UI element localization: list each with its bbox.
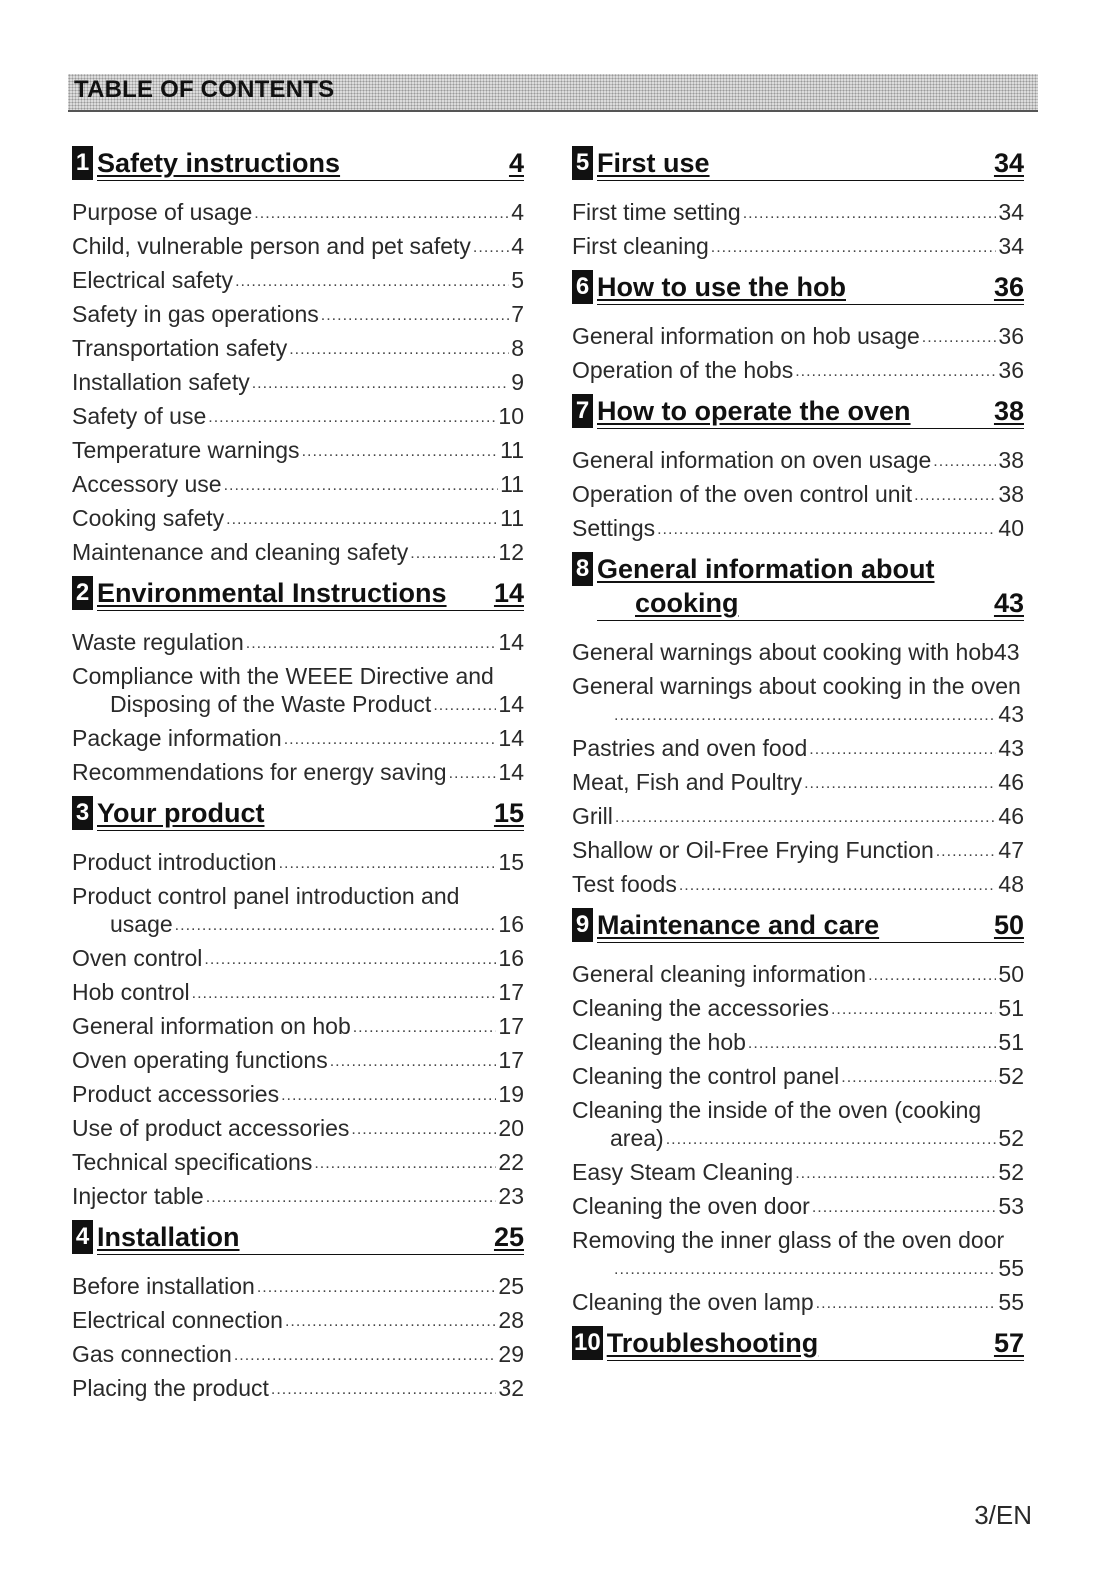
toc-entry-page: 11 <box>500 505 524 531</box>
toc-entry[interactable] <box>572 440 1024 474</box>
toc-entry-text: Cleaning the control panel <box>572 1063 840 1089</box>
toc-entry[interactable] <box>72 260 524 294</box>
toc-entry-page: 12 <box>498 539 524 565</box>
leader-dots <box>284 728 497 752</box>
toc-entry[interactable] <box>572 474 1024 508</box>
toc-entry-page: 36 <box>998 357 1024 383</box>
leader-dots <box>804 772 996 796</box>
section-page-number: 50 <box>993 910 1024 940</box>
section-heading[interactable] <box>572 142 1024 181</box>
leader-dots <box>234 1344 497 1368</box>
leader-dots <box>330 1050 497 1074</box>
section-number-badge: 5 <box>572 146 593 180</box>
section-heading-line <box>597 270 1024 305</box>
section-title: Troubleshooting <box>606 1328 819 1358</box>
leader-dots <box>257 1276 497 1300</box>
toc-entry[interactable] <box>72 430 524 464</box>
toc-entry[interactable] <box>72 876 524 938</box>
leader-dots <box>289 338 509 362</box>
toc-entry-text: Meat, Fish and Poultry <box>572 769 803 795</box>
toc-entry-text: Gas connection <box>72 1341 232 1367</box>
toc-entry-continuation <box>72 910 524 938</box>
toc-entry-text: Operation of the oven control unit <box>572 481 913 507</box>
toc-entry[interactable] <box>72 938 524 972</box>
toc-entry-page: 17 <box>498 1047 524 1073</box>
leader-dots <box>795 360 996 384</box>
toc-entry[interactable] <box>72 752 524 786</box>
toc-header-bar <box>68 74 1038 112</box>
toc-entry-page: 7 <box>511 301 524 327</box>
toc-entry-text: General warnings about cooking with hob43 <box>572 639 1020 665</box>
toc-entry-page: 52 <box>998 1063 1024 1089</box>
leader-dots <box>285 1310 496 1334</box>
leader-dots <box>224 474 499 498</box>
toc-entry[interactable] <box>572 1056 1024 1090</box>
toc-entry-page: 40 <box>998 515 1024 541</box>
toc-entry-text: Technical specifications <box>72 1149 313 1175</box>
toc-entry-text: Safety in gas operations <box>72 301 319 327</box>
toc-entry-page: 8 <box>511 335 524 361</box>
leader-dots <box>246 632 497 656</box>
section-heading-line <box>597 394 1024 429</box>
toc-entry[interactable] <box>572 350 1024 384</box>
toc-entry-list <box>572 632 1024 898</box>
toc-entry-text: Shallow or Oil-Free Frying Function <box>572 837 934 863</box>
toc-entry-page: 23 <box>498 1183 524 1209</box>
toc-entry-text-continued: area) <box>610 1125 664 1151</box>
toc-entry-page: 32 <box>498 1375 524 1401</box>
leader-dots <box>614 704 996 728</box>
section-title-row <box>597 586 1024 620</box>
leader-dots <box>748 1032 996 1056</box>
toc-entry-text: Safety of use <box>72 403 207 429</box>
toc-entry-page: 17 <box>498 1013 524 1039</box>
toc-entry-list <box>72 1266 524 1402</box>
toc-entry-page: 16 <box>498 945 524 971</box>
section-heading[interactable] <box>72 572 524 611</box>
section-number-badge: 1 <box>72 146 93 180</box>
leader-dots <box>254 202 509 226</box>
leader-dots <box>809 738 996 762</box>
toc-entry-text: Cleaning the inside of the oven (cooking <box>572 1097 982 1123</box>
toc-entry-text: Transportation safety <box>72 335 288 361</box>
toc-entry-page: 38 <box>998 481 1024 507</box>
toc-entry-text: Hob control <box>72 979 190 1005</box>
toc-section <box>572 1322 1024 1361</box>
toc-entry[interactable] <box>572 864 1024 898</box>
toc-section <box>572 266 1024 384</box>
section-heading-line <box>97 146 524 181</box>
toc-entry-text: Cleaning the oven door <box>572 1193 810 1219</box>
toc-entry-page: 25 <box>498 1273 524 1299</box>
section-heading[interactable] <box>572 390 1024 429</box>
toc-entry-page: 11 <box>500 471 524 497</box>
toc-entry-text: General cleaning information <box>572 961 867 987</box>
toc-entry[interactable] <box>72 1300 524 1334</box>
toc-entry-text: General information on hob usage <box>572 323 920 349</box>
toc-entry-text: Grill <box>572 803 613 829</box>
leader-dots <box>936 840 997 864</box>
toc-entry-text: Placing the product <box>72 1375 269 1401</box>
section-page-number: 15 <box>493 798 524 828</box>
toc-entry[interactable] <box>572 632 1024 666</box>
leader-dots <box>271 1378 497 1402</box>
toc-entry[interactable] <box>72 622 524 656</box>
section-title: How to operate the oven <box>597 396 911 426</box>
toc-entry-text: Child, vulnerable person and pet safety <box>72 233 471 259</box>
toc-section <box>572 390 1024 542</box>
toc-entry-text: General information on hob <box>72 1013 351 1039</box>
toc-entry-text: First cleaning <box>572 233 709 259</box>
leader-dots <box>208 406 496 430</box>
toc-entry[interactable] <box>72 1142 524 1176</box>
leader-dots <box>321 304 509 328</box>
leader-dots <box>679 874 997 898</box>
page-number: 3/EN <box>974 1500 1032 1530</box>
section-heading[interactable] <box>572 1322 1024 1361</box>
section-title: Maintenance and care <box>597 910 880 940</box>
toc-entry-page: 29 <box>498 1341 524 1367</box>
leader-dots <box>711 236 997 260</box>
toc-entry-continuation <box>572 1254 1024 1282</box>
section-number-badge: 4 <box>72 1220 93 1254</box>
section-page-number: 14 <box>493 578 524 608</box>
leader-dots <box>933 450 996 474</box>
toc-entry-page: 14 <box>498 629 524 655</box>
section-heading-line <box>97 796 524 831</box>
leader-dots <box>831 998 996 1022</box>
leader-dots <box>614 1258 996 1282</box>
section-page-number: 4 <box>508 148 524 178</box>
toc-entry-text: General warnings about cooking in the oven <box>572 673 1021 699</box>
toc-entry-page: 47 <box>998 837 1024 863</box>
toc-entry[interactable] <box>572 1186 1024 1220</box>
toc-entry-text: Installation safety <box>72 369 250 395</box>
leader-dots <box>175 914 497 938</box>
leader-dots <box>206 1186 497 1210</box>
leader-dots <box>795 1162 996 1186</box>
toc-entry[interactable] <box>572 226 1024 260</box>
toc-entry-page: 4 <box>511 199 524 225</box>
toc-entry[interactable] <box>572 1220 1024 1282</box>
section-number-badge: 2 <box>72 576 93 610</box>
section-heading[interactable] <box>72 1216 524 1255</box>
toc-entry[interactable] <box>72 718 524 752</box>
toc-entry-text: Electrical connection <box>72 1307 283 1333</box>
section-page-number: 57 <box>993 1328 1024 1358</box>
toc-entry[interactable] <box>72 498 524 532</box>
toc-entry[interactable] <box>72 1368 524 1402</box>
toc-entry[interactable] <box>572 762 1024 796</box>
toc-entry-text: Recommendations for energy saving <box>72 759 447 785</box>
toc-entry-list <box>572 316 1024 384</box>
toc-entry[interactable] <box>72 842 524 876</box>
section-number-badge: 3 <box>72 796 93 830</box>
section-heading-line <box>97 1220 524 1255</box>
toc-entry-continuation <box>72 690 524 718</box>
toc-entry-page: 16 <box>498 911 524 937</box>
section-heading[interactable] <box>572 548 1024 621</box>
leader-dots <box>281 1084 496 1108</box>
toc-entry[interactable] <box>72 1040 524 1074</box>
toc-entry-text: General information on oven usage <box>572 447 932 473</box>
section-heading[interactable] <box>572 266 1024 305</box>
toc-entry[interactable] <box>72 1266 524 1300</box>
toc-entry[interactable] <box>572 1282 1024 1316</box>
leader-dots <box>204 948 496 972</box>
leader-dots <box>914 484 996 508</box>
toc-entry-text: Oven control <box>72 945 203 971</box>
toc-entry-page: 46 <box>998 803 1024 829</box>
section-heading-line <box>607 1326 1024 1361</box>
toc-entry-page: 28 <box>498 1307 524 1333</box>
toc-entry-text: Test foods <box>572 871 677 897</box>
leader-dots <box>868 964 996 988</box>
section-title: Safety instructions <box>97 148 341 178</box>
leader-dots <box>302 440 499 464</box>
toc-entry[interactable] <box>72 1176 524 1210</box>
toc-entry[interactable] <box>72 1334 524 1368</box>
leader-dots <box>410 542 496 566</box>
section-title: Environmental Instructions <box>97 578 447 608</box>
toc-entry[interactable] <box>72 532 524 566</box>
leader-dots <box>473 236 509 260</box>
section-number-badge: 7 <box>572 394 593 428</box>
toc-entry-page: 50 <box>998 961 1024 987</box>
toc-entry[interactable] <box>72 656 524 718</box>
leader-dots <box>812 1196 997 1220</box>
section-title: How to use the hob <box>597 272 846 302</box>
toc-entry-continuation <box>572 1124 1024 1152</box>
toc-entry-text: Accessory use <box>72 471 222 497</box>
toc-entry-page: 9 <box>511 369 524 395</box>
toc-entry-page: 51 <box>998 1029 1024 1055</box>
toc-entry-page: 51 <box>998 995 1024 1021</box>
toc-entry-list <box>72 192 524 566</box>
toc-entry-text: Temperature warnings <box>72 437 300 463</box>
section-heading[interactable] <box>72 142 524 181</box>
section-page-number: 36 <box>993 272 1024 302</box>
leader-dots <box>314 1152 496 1176</box>
toc-section <box>72 572 524 786</box>
toc-entry-text: Removing the inner glass of the oven door <box>572 1227 1005 1253</box>
leader-dots <box>235 270 509 294</box>
toc-left-column <box>72 142 524 1408</box>
section-heading-line <box>97 576 524 611</box>
toc-entry-list <box>72 842 524 1210</box>
section-heading-line <box>597 552 1024 621</box>
section-title: Installation <box>97 1222 240 1252</box>
toc-entry-text: Cleaning the hob <box>572 1029 746 1055</box>
section-title: General information about <box>597 554 935 584</box>
section-page-number: 34 <box>993 148 1024 178</box>
section-number-badge: 9 <box>572 908 593 942</box>
toc-entry-text: Product introduction <box>72 849 277 875</box>
toc-entry-text-continued: Disposing of the Waste Product <box>110 691 432 717</box>
toc-entry-text: Waste regulation <box>72 629 244 655</box>
section-number-badge: 8 <box>572 552 593 586</box>
toc-entry[interactable] <box>572 1022 1024 1056</box>
toc-entry-page: 34 <box>998 233 1024 259</box>
toc-entry[interactable] <box>72 294 524 328</box>
toc-entry[interactable] <box>572 666 1024 728</box>
toc-entry-page: 17 <box>498 979 524 1005</box>
toc-entry-page: 4 <box>511 233 524 259</box>
section-title: First use <box>597 148 710 178</box>
leader-dots <box>743 202 997 226</box>
section-page-number: 38 <box>993 396 1024 426</box>
toc-entry-text: Compliance with the WEEE Directive and <box>72 663 494 689</box>
toc-entry-page: 15 <box>498 849 524 875</box>
leader-dots <box>841 1066 996 1090</box>
toc-entry-page: 11 <box>500 437 524 463</box>
leader-dots <box>449 762 497 786</box>
toc-entry-page: 14 <box>498 759 524 785</box>
toc-entry[interactable] <box>572 728 1024 762</box>
leader-dots <box>192 982 497 1006</box>
toc-entry-list <box>572 192 1024 260</box>
toc-title: TABLE OF CONTENTS <box>74 76 335 103</box>
toc-entry-text: Easy Steam Cleaning <box>572 1159 794 1185</box>
toc-entry-list <box>572 440 1024 542</box>
toc-entry-text: Maintenance and cleaning safety <box>72 539 409 565</box>
toc-entry-text: Injector table <box>72 1183 204 1209</box>
toc-entry-text: Product control panel introduction and <box>72 883 460 909</box>
toc-entry[interactable] <box>72 226 524 260</box>
toc-entry-page: 10 <box>498 403 524 429</box>
toc-entry-page: 43 <box>998 701 1024 727</box>
toc-entry-page: 34 <box>998 199 1024 225</box>
toc-entry-text: Package information <box>72 725 282 751</box>
toc-entry-page: 55 <box>998 1289 1024 1315</box>
toc-entry[interactable] <box>572 1152 1024 1186</box>
toc-entry-text: Operation of the hobs <box>572 357 794 383</box>
toc-entry-text: Before installation <box>72 1273 255 1299</box>
toc-entry-page: 14 <box>498 725 524 751</box>
toc-entry-continuation <box>572 700 1024 728</box>
toc-entry-text: Oven operating functions <box>72 1047 328 1073</box>
section-title-continued: cooking <box>635 588 739 618</box>
toc-entry-list <box>572 954 1024 1316</box>
toc-entry-page: 36 <box>998 323 1024 349</box>
leader-dots <box>816 1292 997 1316</box>
toc-entry-page: 14 <box>498 691 524 717</box>
leader-dots <box>922 326 997 350</box>
toc-entry[interactable] <box>572 830 1024 864</box>
toc-section <box>72 142 524 566</box>
toc-entry-text: Pastries and oven food <box>572 735 808 761</box>
toc-entry-text: Cleaning the oven lamp <box>572 1289 814 1315</box>
leader-dots <box>279 852 497 876</box>
leader-dots <box>615 806 997 830</box>
toc-entry[interactable] <box>572 796 1024 830</box>
leader-dots <box>353 1016 497 1040</box>
leader-dots <box>433 694 496 718</box>
toc-section <box>572 142 1024 260</box>
toc-entry-list <box>72 622 524 786</box>
toc-entry-page: 43 <box>998 735 1024 761</box>
toc-entry-page: 19 <box>498 1081 524 1107</box>
toc-entry[interactable] <box>572 954 1024 988</box>
toc-entry-page: 53 <box>998 1193 1024 1219</box>
toc-section <box>72 1216 524 1402</box>
toc-section <box>572 548 1024 898</box>
toc-entry-text: Purpose of usage <box>72 199 253 225</box>
toc-entry-text: Cooking safety <box>72 505 225 531</box>
toc-entry-page: 20 <box>498 1115 524 1141</box>
toc-entry[interactable] <box>72 328 524 362</box>
toc-entry[interactable] <box>72 972 524 1006</box>
toc-entry[interactable] <box>572 988 1024 1022</box>
toc-entry[interactable] <box>72 362 524 396</box>
toc-entry-page: 5 <box>511 267 524 293</box>
toc-entry-text: Electrical safety <box>72 267 234 293</box>
toc-entry[interactable] <box>72 396 524 430</box>
toc-entry-page: 46 <box>998 769 1024 795</box>
toc-entry-text: Product accessories <box>72 1081 280 1107</box>
section-heading-line <box>597 908 1024 943</box>
toc-entry[interactable] <box>72 1108 524 1142</box>
section-page-number: 43 <box>993 588 1024 618</box>
toc-entry-text: First time setting <box>572 199 741 225</box>
toc-entry[interactable] <box>572 508 1024 542</box>
section-number-badge: 10 <box>572 1326 603 1360</box>
toc-entry-page: 22 <box>498 1149 524 1175</box>
toc-entry[interactable] <box>72 464 524 498</box>
toc-entry-text-continued: usage <box>110 911 173 937</box>
toc-entry[interactable] <box>72 192 524 226</box>
toc-section <box>72 792 524 1210</box>
toc-entry[interactable] <box>572 316 1024 350</box>
toc-entry[interactable] <box>572 1090 1024 1152</box>
section-heading[interactable] <box>72 792 524 831</box>
toc-entry-page: 38 <box>998 447 1024 473</box>
toc-section <box>572 904 1024 1316</box>
toc-entry-page: 48 <box>998 871 1024 897</box>
section-title: Your product <box>97 798 265 828</box>
leader-dots <box>226 508 498 532</box>
leader-dots <box>657 518 996 542</box>
toc-entry-text: Cleaning the accessories <box>572 995 829 1021</box>
toc-entry-page: 52 <box>998 1159 1024 1185</box>
toc-entry-page: 52 <box>998 1125 1024 1151</box>
toc-entry-text: Use of product accessories <box>72 1115 350 1141</box>
toc-entry-text: Settings <box>572 515 656 541</box>
leader-dots <box>666 1128 997 1152</box>
leader-dots <box>252 372 509 396</box>
section-number-badge: 6 <box>572 270 593 304</box>
toc-right-column <box>572 142 1024 1361</box>
toc-entry[interactable] <box>72 1074 524 1108</box>
section-heading-line <box>597 146 1024 181</box>
section-heading[interactable] <box>572 904 1024 943</box>
section-page-number: 25 <box>493 1222 524 1252</box>
toc-entry[interactable] <box>572 192 1024 226</box>
leader-dots <box>351 1118 496 1142</box>
toc-entry[interactable] <box>72 1006 524 1040</box>
toc-entry-page: 55 <box>998 1255 1024 1281</box>
